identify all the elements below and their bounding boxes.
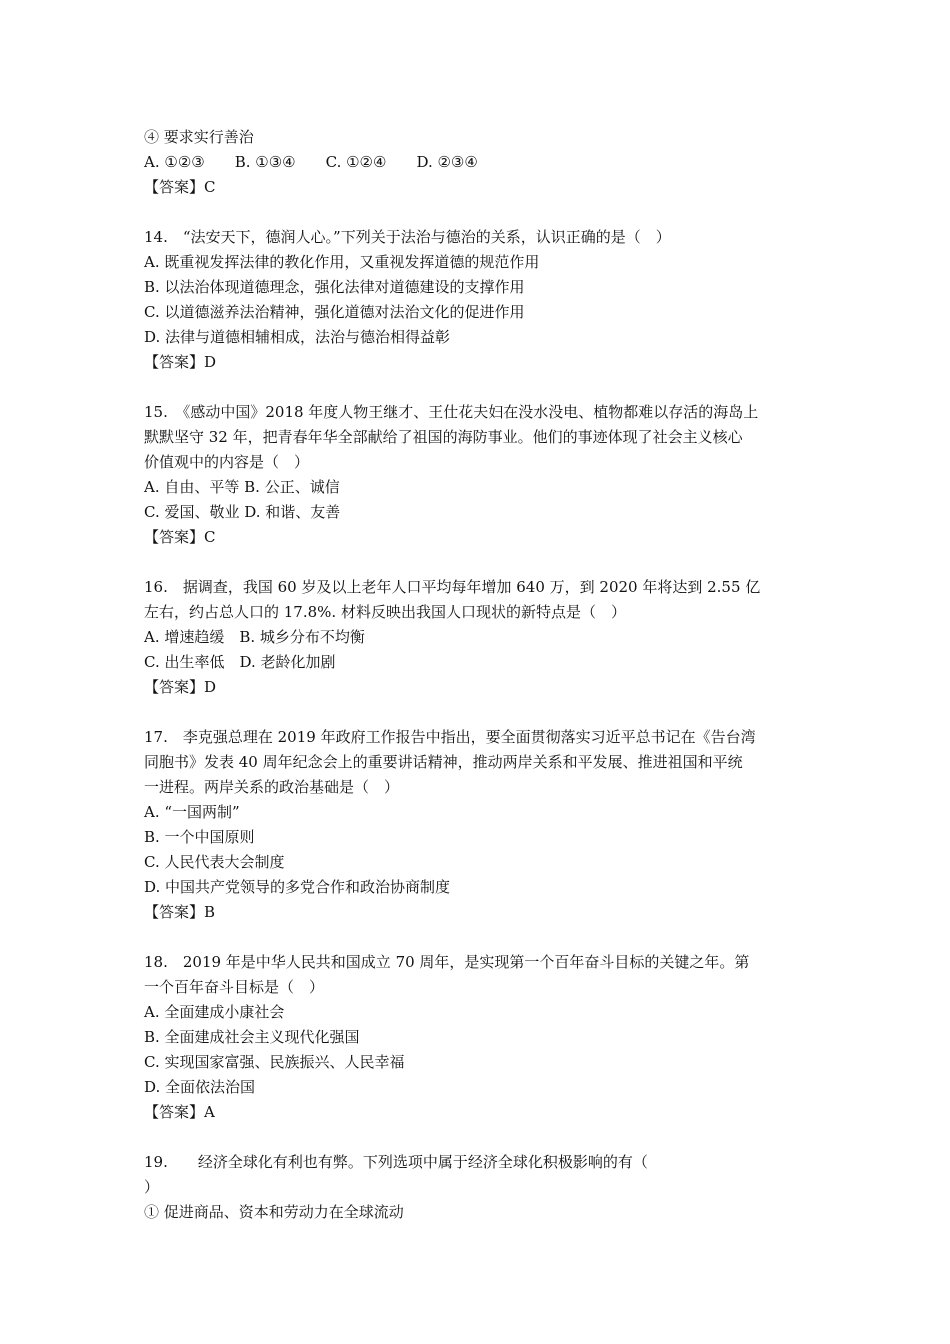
q18-option-b: B. 全面建成社会主义现代化强国 — [144, 1028, 360, 1046]
q19-stem-line-2: ） — [144, 1178, 160, 1196]
q13-answer: 【答案】C — [144, 178, 216, 196]
q16-options-line-1: A. 增速趋缓 B. 城乡分布不均衡 — [144, 628, 365, 646]
q14-option-a: A. 既重视发挥法律的教化作用，又重视发挥道德的规范作用 — [144, 253, 540, 271]
q13-option-d: D. ②③④ — [416, 153, 478, 171]
q17-option-b: B. 一个中国原则 — [144, 828, 255, 846]
q18-option-a: A. 全面建成小康社会 — [144, 1003, 285, 1021]
q14-option-c: C. 以道德滋养法治精神，强化道德对法治文化的促进作用 — [144, 303, 525, 321]
q17-stem-line-1: 17. 李克强总理在 2019 年政府工作报告中指出，要全面贯彻落实习近平总书记在《告台湾 — [144, 728, 756, 746]
q13-option-b: B. ①③④ — [234, 153, 296, 171]
q13-item-4: ④ 要求实行善治 — [144, 128, 254, 146]
q17-stem-line-2: 同胞书》发表 40 周年纪念会上的重要讲话精神，推动两岸关系和平发展、推进祖国和平统 — [144, 753, 743, 771]
document-page — [144, 125, 814, 1225]
q15-stem-line-2: 默默坚守 32 年，把青春年华全部献给了祖国的海防事业。他们的事迹体现了社会主义核心 — [144, 428, 743, 446]
q18-option-d: D. 全面依法治国 — [144, 1078, 256, 1096]
q13-option-c: C. ①②④ — [325, 153, 387, 171]
q14-stem: 14. “法安天下，德润人心。”下列关于法治与德治的关系，认识正确的是（ ） — [144, 228, 671, 246]
q16-options-line-2: C. 出生率低 D. 老龄化加剧 — [144, 653, 336, 671]
q14-answer: 【答案】D — [144, 353, 217, 371]
q19-item-1: ① 促进商品、资本和劳动力在全球流动 — [144, 1203, 404, 1221]
q17-option-d: D. 中国共产党领导的多党合作和政治协商制度 — [144, 878, 451, 896]
q17-option-c: C. 人民代表大会制度 — [144, 853, 285, 871]
q19-stem-line-1: 19. 经济全球化有利也有弊。下列选项中属于经济全球化积极影响的有（ — [144, 1153, 648, 1171]
q16-stem-line-1: 16. 据调查，我国 60 岁及以上老年人口平均每年增加 640 万，到 2020 年将达到 2.55 亿 — [144, 578, 761, 596]
q15-answer: 【答案】C — [144, 528, 216, 546]
q15-options-line-2: C. 爱国、敬业 D. 和谐、友善 — [144, 503, 341, 521]
q16-stem-line-2: 左右，约占总人口的 17.8%. 材料反映出我国人口现状的新特点是（ ） — [144, 603, 626, 621]
q15-options-line-1: A. 自由、平等 B. 公正、诚信 — [144, 478, 340, 496]
q15-stem-line-3: 价值观中的内容是（ ） — [144, 453, 310, 471]
q17-option-a: A. “一国两制” — [144, 803, 240, 821]
q15-stem-line-1: 15. 《感动中国》2018 年度人物王继才、王仕花夫妇在没水没电、植物都难以存活的海岛上 — [144, 403, 759, 421]
q17-answer: 【答案】B — [144, 903, 216, 921]
q14-option-d: D. 法律与道德相辅相成，法治与德治相得益彰 — [144, 328, 451, 346]
q13-option-a: A. ①②③ — [144, 153, 205, 171]
q18-stem-line-1: 18. 2019 年是中华人民共和国成立 70 周年，是实现第一个百年奋斗目标的关键之年。第 — [144, 953, 750, 971]
q18-answer: 【答案】A — [144, 1103, 215, 1121]
q18-stem-line-2: 一个百年奋斗目标是（ ） — [144, 978, 325, 996]
q17-stem-line-3: 一进程。两岸关系的政治基础是（ ） — [144, 778, 400, 796]
q14-option-b: B. 以法治体现道德理念，强化法律对道德建设的支撑作用 — [144, 278, 525, 296]
q18-option-c: C. 实现国家富强、民族振兴、人民幸福 — [144, 1053, 405, 1071]
q13-options — [144, 150, 814, 175]
q16-answer: 【答案】D — [144, 678, 217, 696]
